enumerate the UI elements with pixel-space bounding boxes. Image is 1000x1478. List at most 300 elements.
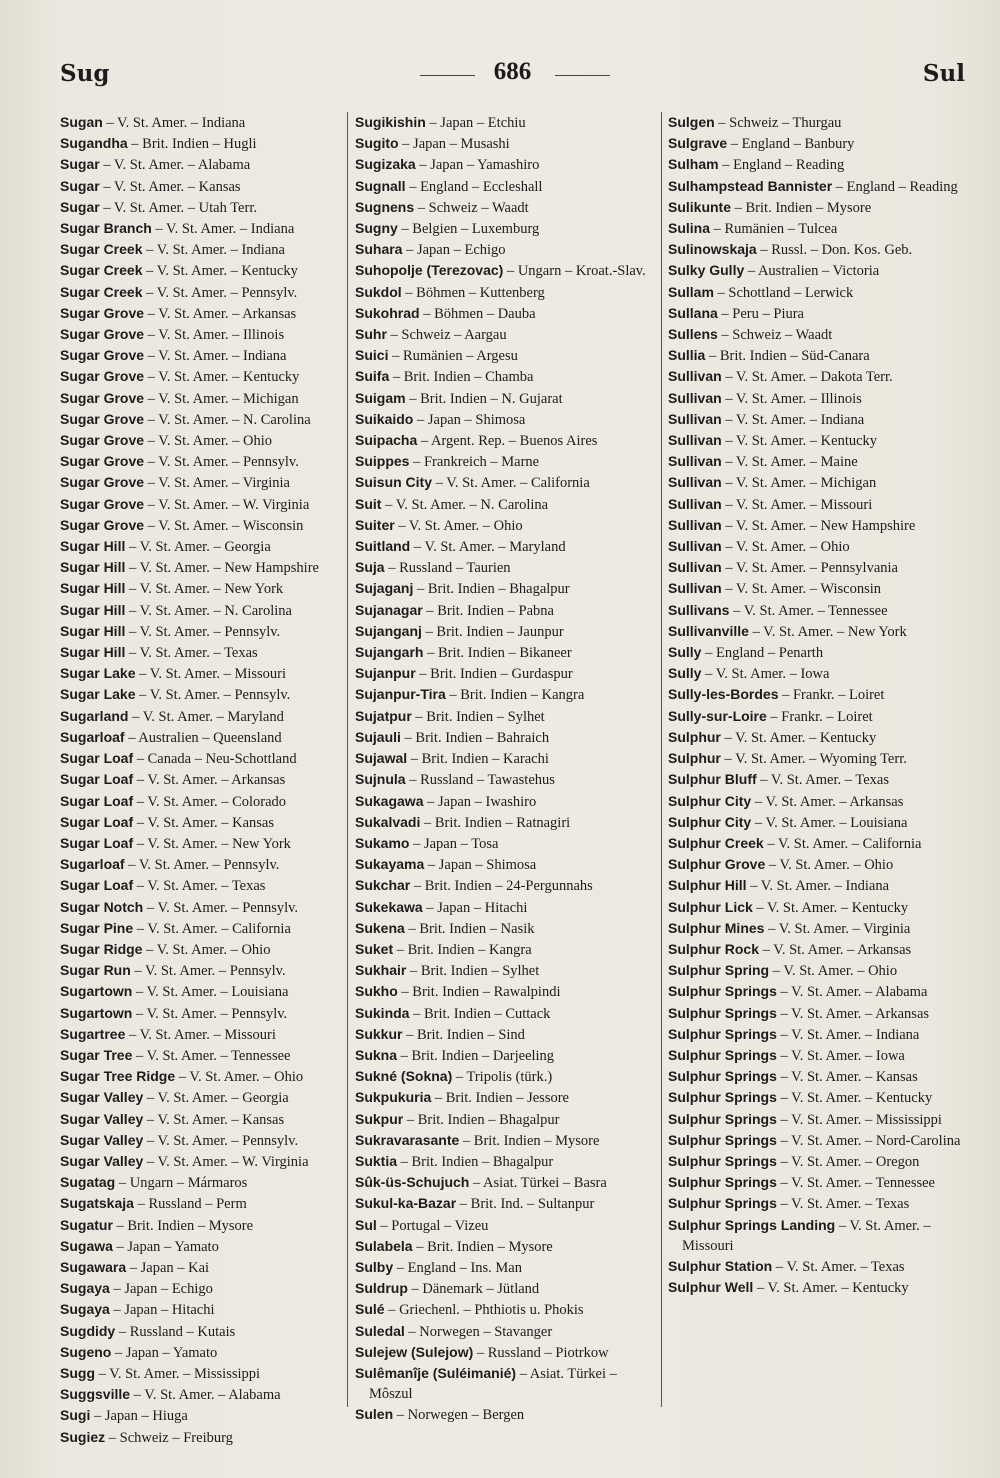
gazetteer-entry: [668, 727, 964, 748]
place-name: Sugi: [60, 1407, 91, 1424]
place-location: – Rumänien – Tulcea: [710, 221, 838, 238]
place-location: – Japan – Shimosa: [424, 857, 537, 874]
gazetteer-entry: [355, 1172, 651, 1193]
place-name: Suici: [355, 347, 389, 364]
gazetteer-entry: [60, 1024, 356, 1045]
place-location: – Japan – Etchiu: [425, 115, 526, 131]
gazetteer-entry: [355, 1193, 651, 1214]
place-name: Suhopolje (Terezovac): [355, 262, 504, 279]
place-location: – V. St. Amer. – New Hampshire: [125, 560, 319, 577]
place-location: – V. St. Amer. – Indiana: [151, 221, 295, 238]
place-location: – V. St. Amer. – New Hampshire: [721, 517, 916, 534]
gazetteer-entry: [355, 1363, 651, 1404]
gazetteer-entry: [355, 578, 651, 599]
place-name: Sulphur Springs: [668, 1004, 777, 1021]
gazetteer-entry: [355, 472, 651, 493]
place-location: – V. St. Amer. – Illinois: [144, 327, 285, 344]
place-location: – V. St. Amer. – Missouri: [135, 666, 287, 683]
gazetteer-entry: [668, 918, 964, 939]
place-name: Sulphur Springs: [668, 1152, 777, 1169]
place-name: Sugikishin: [355, 114, 426, 130]
place-name: Sugar Tree: [60, 1046, 133, 1063]
gazetteer-entry: [355, 1087, 651, 1108]
place-name: Sugar Branch: [60, 220, 152, 237]
gazetteer-entry: [60, 897, 356, 918]
place-location: – Asiat. Türkei – Basra: [469, 1175, 607, 1192]
gazetteer-entry: [60, 706, 356, 727]
place-name: Sugar Creek: [60, 241, 143, 258]
place-name: Suiter: [355, 516, 395, 533]
place-name: Sugar Notch: [60, 898, 144, 915]
gazetteer-entry: [668, 578, 964, 599]
gazetteer-entry: [60, 1087, 356, 1108]
gazetteer-entry: [60, 112, 356, 133]
place-name: Sulejew (Sulejow): [355, 1343, 474, 1360]
gazetteer-entry: [60, 1299, 356, 1320]
place-location: – Japan – Yamashiro: [415, 157, 540, 174]
place-location: – V. St. Amer. – New York: [748, 623, 907, 640]
gazetteer-entry: [60, 918, 356, 939]
gazetteer-entry: [355, 706, 651, 727]
place-name: Sullivanville: [668, 622, 749, 639]
gazetteer-entry: [355, 684, 651, 705]
place-location: – V. St. Amer. – Pennsylv.: [143, 899, 299, 916]
place-name: Suipacha: [355, 432, 418, 449]
place-name: Sulgen: [668, 114, 715, 130]
place-location: – Canada – Neu-Schottland: [133, 751, 297, 768]
gazetteer-entry: [668, 854, 964, 875]
place-name: Sukena: [355, 919, 405, 936]
place-name: Sugny: [355, 220, 398, 237]
place-location: – V. St. Amer. – Indiana: [142, 242, 285, 259]
place-name: Sullivan: [668, 368, 722, 385]
gazetteer-entry: [355, 154, 651, 175]
place-name: Sugar Loaf: [60, 792, 134, 809]
gazetteer-entry: [355, 833, 651, 854]
place-location: – V. St. Amer. – Texas: [776, 1196, 910, 1213]
place-location: – V. St. Amer. – Pennsylvania: [721, 560, 898, 577]
place-location: – V. St. Amer. – Colorado: [133, 793, 287, 810]
place-name: Sulphur City: [668, 813, 752, 830]
place-location: – V. St. Amer. – New York: [125, 581, 284, 598]
place-location: – Russland – Perm: [133, 1196, 247, 1213]
place-location: – Frankreich – Marne: [409, 454, 540, 471]
place-name: Sugito: [355, 135, 399, 152]
gazetteer-entry: [355, 197, 651, 218]
place-location: – Brit. Indien – Nasik: [404, 920, 535, 937]
gazetteer-entry: [355, 345, 651, 366]
gazetteer-entry: [355, 409, 651, 430]
gazetteer-entry: [355, 918, 651, 939]
place-name: Sulphur Well: [668, 1279, 754, 1296]
gazetteer-entry: [668, 663, 964, 684]
place-location: – Brit. Ind. – Sultanpur: [456, 1196, 595, 1213]
place-name: Sugar Hill: [60, 601, 126, 618]
place-name: Sullivan: [668, 453, 722, 470]
gazetteer-entry: [60, 239, 356, 260]
gazetteer-entry: [60, 324, 356, 345]
place-name: Sugar Ridge: [60, 940, 143, 957]
gazetteer-entry: [60, 642, 356, 663]
place-location: – Japan – Echigo: [402, 242, 506, 259]
place-name: Sugg: [60, 1364, 95, 1381]
gazetteer-entry: [355, 1236, 651, 1257]
place-name: Sugatskaja: [60, 1195, 134, 1212]
place-name: Sukravarasante: [355, 1131, 460, 1148]
column-1: [60, 112, 356, 1446]
gazetteer-entry: [60, 388, 356, 409]
gazetteer-entry: [60, 430, 356, 451]
place-location: – V. St. Amer. – Mississippi: [776, 1111, 942, 1128]
place-name: Suigam: [355, 389, 406, 406]
place-location: – Brit. Indien – Pabna: [422, 602, 554, 619]
gazetteer-entry: [668, 791, 964, 812]
place-location: – V. St. Amer. – Arkansas: [144, 305, 297, 322]
place-name: Sulphur Springs: [668, 1046, 777, 1063]
place-name: Sulphur Springs: [668, 1110, 777, 1127]
place-name: Sullivan: [668, 538, 722, 555]
gazetteer-entry: [355, 663, 651, 684]
gazetteer-entry: [60, 1215, 356, 1236]
place-name: Sulabela: [355, 1237, 413, 1254]
place-name: Sugartree: [60, 1025, 126, 1042]
place-location: – England – Reading: [718, 157, 845, 174]
place-name: Sugar: [60, 156, 100, 173]
place-location: – V. St. Amer. – Iowa: [776, 1047, 905, 1064]
place-name: Sulphur Grove: [668, 856, 766, 873]
gazetteer-entry: [668, 897, 964, 918]
gazetteer-entry: [60, 557, 356, 578]
place-name: Sugar Grove: [60, 347, 145, 364]
gazetteer-entry: [355, 430, 651, 451]
place-name: Sugar Hill: [60, 580, 126, 597]
place-location: – Norwegen – Bergen: [393, 1407, 525, 1424]
place-name: Sully-les-Bordes: [668, 686, 779, 703]
place-location: – V. St. Amer. – W. Virginia: [144, 496, 310, 513]
gazetteer-entry: [668, 1087, 964, 1108]
gazetteer-entry: [668, 684, 964, 705]
place-name: Sulphur Station: [668, 1257, 773, 1274]
gazetteer-entry: [355, 1278, 651, 1299]
gazetteer-entry: [355, 515, 651, 536]
place-location: – Brit. Indien – Sind: [402, 1026, 525, 1043]
place-location: – V. St. Amer. – Alabama: [776, 984, 928, 1001]
place-name: Sully: [668, 644, 702, 661]
place-location: – V. St. Amer. – Tennessee: [776, 1175, 935, 1192]
place-name: Sugar Hill: [60, 559, 126, 576]
place-location: – Brit. Indien – Sylhet: [406, 963, 540, 980]
gazetteer-entry: [355, 218, 651, 239]
gazetteer-entry: [355, 1321, 651, 1342]
place-name: Suit: [355, 495, 382, 512]
gazetteer-entry: [668, 1109, 964, 1130]
place-name: Sukinda: [355, 1004, 410, 1021]
gazetteer-entry: [60, 536, 356, 557]
gazetteer-entry: [60, 494, 356, 515]
gazetteer-entry: [60, 1405, 356, 1426]
place-location: – V. St. Amer. – Oregon: [776, 1153, 920, 1170]
place-name: Sujnula: [355, 771, 406, 788]
gazetteer-entry: [355, 324, 651, 345]
place-name: Sujangarh: [355, 644, 424, 661]
place-location: – V. St. Amer. – Pennsylv.: [135, 687, 291, 704]
place-location: – V. St. Amer. – Indiana: [721, 411, 865, 428]
place-location: – Brit. Indien – Ratnagiri: [420, 814, 571, 831]
place-name: Sulphur Hill: [668, 877, 747, 894]
gazetteer-entry: [355, 388, 651, 409]
place-location: – V. St. Amer. – California: [133, 920, 291, 937]
place-location: – V. St. Amer. – Ohio: [144, 433, 273, 450]
place-location: – V. St. Amer. – Ohio: [769, 963, 898, 980]
place-name: Sugar Lake: [60, 686, 136, 703]
place-name: Sugnall: [355, 177, 406, 194]
gazetteer-entry: [668, 451, 964, 472]
place-location: – Japan – Hitachi: [422, 899, 528, 916]
place-location: – Brit. Indien – Bhagalpur: [403, 1111, 560, 1128]
gazetteer-entry: [355, 769, 651, 790]
gazetteer-entry: [60, 621, 356, 642]
place-location: – V. St. Amer. – Pennsylv.: [144, 454, 299, 471]
place-name: Sugiez: [60, 1428, 106, 1445]
place-name: Sulphur Lick: [668, 898, 753, 915]
place-location: – V. St. Amer. – Alabama: [99, 157, 251, 174]
gazetteer-entry: [668, 1277, 964, 1298]
place-location: – V. St. Amer. – Pennsylv.: [132, 1005, 288, 1022]
place-name: Sugar Loaf: [60, 813, 134, 830]
place-name: Suggsville: [60, 1386, 131, 1403]
place-location: – V. St. Amer. – Kansas: [776, 1069, 918, 1086]
header-dash-right: [555, 75, 610, 76]
place-name: Sully-sur-Loire: [668, 707, 767, 724]
place-name: Sulhampstead Bannister: [668, 177, 833, 194]
place-location: – V. St. Amer. – Maine: [721, 454, 858, 471]
place-name: Suitland: [355, 538, 411, 555]
gazetteer-entry: [668, 409, 964, 430]
place-name: Sujatpur: [355, 707, 412, 724]
gazetteer-entry: [60, 1236, 356, 1257]
place-name: Sugar: [60, 177, 100, 194]
gazetteer-entry: [60, 600, 356, 621]
gazetteer-entry: [668, 1045, 964, 1066]
place-name: Sullia: [668, 347, 706, 364]
place-name: Sugawara: [60, 1258, 127, 1275]
gazetteer-entry: [668, 1256, 964, 1277]
place-location: – V. St. Amer. – Virginia: [764, 920, 911, 937]
place-location: – Brit. Indien – Süd-Canara: [705, 348, 870, 365]
place-name: Sulham: [668, 156, 719, 173]
place-location: – England – Banbury: [727, 136, 855, 153]
place-name: Sukekawa: [355, 898, 423, 915]
place-name: Sulphur Springs: [668, 1025, 777, 1042]
place-name: Sugar Grove: [60, 410, 145, 427]
gazetteer-entry: [60, 981, 356, 1002]
place-location: – Japan – Yamato: [112, 1238, 219, 1255]
gazetteer-entry: [355, 112, 651, 133]
place-location: – V. St. Amer. – Ohio: [765, 857, 894, 874]
place-name: Sul: [355, 1216, 377, 1233]
place-location: – Brit. Indien – Cuttack: [409, 1005, 551, 1022]
place-location: – V. St. Amer. – Mississippi: [95, 1365, 261, 1382]
place-name: Sugar Loaf: [60, 771, 134, 788]
gazetteer-entry: [355, 600, 651, 621]
place-location: – V. St. Amer. – Pennsylv.: [125, 623, 281, 640]
gazetteer-entry: [60, 875, 356, 896]
place-name: Sukchar: [355, 877, 411, 894]
place-location: – V. St. Amer. – Dakota Terr.: [721, 369, 893, 386]
place-location: – Tripolis (türk.): [452, 1069, 553, 1086]
place-location: – Brit. Indien – Bhagalpur: [397, 1153, 554, 1170]
place-name: Sugar Loaf: [60, 834, 134, 851]
place-name: Sulby: [355, 1258, 394, 1275]
gazetteer-entry: [60, 345, 356, 366]
place-location: – Russland – Tawastehus: [405, 772, 555, 789]
column-2: [355, 112, 651, 1424]
place-name: Sulphur Springs: [668, 1174, 777, 1191]
place-name: Sugar Grove: [60, 474, 145, 491]
place-name: Sullivan: [668, 580, 722, 597]
place-location: – Brit. Indien – Sylhet: [411, 708, 545, 725]
place-name: Sugar Grove: [60, 389, 145, 406]
place-location: – V. St. Amer. – Arkansas: [776, 1005, 930, 1022]
place-location: – Asiat. Türkei – Môszul: [369, 1365, 617, 1403]
place-name: Sulphur Springs Landing: [668, 1216, 836, 1233]
place-location: – V. St. Amer. – Kansas: [143, 1111, 285, 1128]
gazetteer-entry: [355, 282, 651, 303]
place-location: – Brit. Indien – Jessore: [431, 1090, 569, 1107]
place-location: – England – Reading: [832, 178, 958, 195]
place-location: – England – Ins. Man: [393, 1259, 522, 1276]
gazetteer-entry: [668, 430, 964, 451]
gazetteer-entry: [60, 260, 356, 281]
place-name: Sugatag: [60, 1174, 116, 1191]
gazetteer-entry: [60, 939, 356, 960]
gazetteer-entry: [60, 303, 356, 324]
gazetteer-entry: [355, 494, 651, 515]
place-name: Suja: [355, 559, 385, 576]
place-location: – Japan – Tosa: [409, 835, 499, 852]
gazetteer-entry: [60, 1321, 356, 1342]
place-location: – England – Eccleshall: [405, 178, 543, 195]
gazetteer-entry: [355, 812, 651, 833]
place-name: Sugeno: [60, 1343, 112, 1360]
place-location: – Brit. Indien – N. Gujarat: [405, 390, 563, 407]
place-location: – V. St. Amer. – California: [763, 835, 922, 852]
gazetteer-entry: [60, 197, 356, 218]
place-location: – V. St. Amer. – Wisconsin: [721, 581, 882, 598]
place-name: Suledal: [355, 1322, 405, 1339]
place-name: Sugar Lake: [60, 665, 136, 682]
column-3: [668, 112, 964, 1407]
gazetteer-entry: [668, 875, 964, 896]
place-location: – Belgien – Luxemburg: [397, 221, 540, 238]
gazetteer-entry: [668, 600, 964, 621]
place-location: – Russland – Piotrkow: [473, 1344, 609, 1361]
place-name: Sugar Valley: [60, 1152, 144, 1169]
gazetteer-entry: [668, 303, 964, 324]
gazetteer-entry: [668, 1130, 964, 1151]
place-name: Sugar Valley: [60, 1089, 144, 1106]
place-location: – V. St. Amer. – N. Carolina: [144, 411, 311, 428]
gazetteer-entry: [60, 1130, 356, 1151]
place-location: – Brit. Indien – Darjeeling: [397, 1047, 555, 1064]
gazetteer-entry: [60, 1066, 356, 1087]
place-name: Sulina: [668, 220, 711, 237]
place-name: Suket: [355, 940, 394, 957]
place-name: Sugar Tree Ridge: [60, 1068, 176, 1085]
place-location: – V. St. Amer. – Texas: [772, 1258, 905, 1275]
place-name: Sukul-ka-Bazar: [355, 1195, 457, 1212]
place-location: – Brit. Indien – 24-Pergunnahs: [410, 878, 593, 895]
gazetteer-entry: [668, 282, 964, 303]
gazetteer-entry: [355, 748, 651, 769]
place-location: – Schweiz – Freiburg: [105, 1429, 233, 1446]
gazetteer-entry: [60, 472, 356, 493]
gazetteer-entry: [60, 1109, 356, 1130]
place-name: Sully: [668, 665, 702, 682]
gazetteer-entry: [668, 239, 964, 260]
place-name: Sukpur: [355, 1110, 404, 1127]
gazetteer-entry: [668, 112, 964, 133]
place-location: – V. St. Amer. – Missouri: [721, 496, 873, 513]
gazetteer-entry: [668, 706, 964, 727]
place-name: Sullivan: [668, 495, 722, 512]
place-name: Sujanganj: [355, 622, 422, 639]
gazetteer-entry: [668, 154, 964, 175]
gazetteer-entry: [668, 1215, 964, 1256]
place-location: – V. St. Amer. – Ohio: [175, 1069, 304, 1086]
place-location: – V. St. Amer. – Kentucky: [142, 263, 298, 280]
place-location: – Brit. Indien – Hugli: [127, 136, 257, 153]
gazetteer-entry: [60, 1278, 356, 1299]
place-name: Suikaido: [355, 410, 414, 427]
gazetteer-entry: [668, 260, 964, 281]
place-name: Sugar Creek: [60, 262, 143, 279]
place-name: Sugar Valley: [60, 1110, 144, 1127]
place-location: – V. St. Amer. – Kentucky: [721, 433, 878, 450]
place-location: – Australien – Queensland: [124, 729, 282, 746]
gazetteer-entry: [355, 1003, 651, 1024]
place-name: Sulphur: [668, 728, 721, 745]
place-name: Sugar Loaf: [60, 750, 134, 767]
place-location: – V. St. Amer. – Texas: [133, 878, 266, 895]
place-location: – Brit. Indien – Mysore: [112, 1217, 254, 1234]
gazetteer-entry: [668, 324, 964, 345]
place-name: Sukalvadi: [355, 813, 421, 830]
gazetteer-entry: [355, 1404, 651, 1425]
place-name: Sukamo: [355, 834, 410, 851]
gazetteer-entry: [668, 1193, 964, 1214]
place-location: – V. St. Amer. – Maryland: [410, 539, 566, 556]
place-location: – V. St. Amer. – Georgia: [125, 539, 271, 556]
gazetteer-entry: [668, 939, 964, 960]
gazetteer-entry: [355, 727, 651, 748]
gazetteer-entry: [355, 1342, 651, 1363]
place-location: – V. St. Amer. – Arkansas: [133, 772, 286, 789]
place-location: – Peru – Piura: [717, 305, 804, 322]
gazetteer-entry: [60, 578, 356, 599]
place-name: Sulphur: [668, 750, 721, 767]
place-location: – Japan – Musashi: [398, 136, 510, 153]
place-name: Sugar Grove: [60, 432, 145, 449]
place-name: Sugar Hill: [60, 622, 126, 639]
place-name: Sugar Grove: [60, 495, 145, 512]
place-name: Sugar Hill: [60, 538, 126, 555]
gazetteer-entry: [355, 960, 651, 981]
place-location: – V. St. Amer. – Utah Terr.: [99, 199, 257, 216]
place-location: – V. St. Amer. – Kentucky: [753, 1280, 909, 1297]
place-location: – V. St. Amer. – Michigan: [144, 390, 299, 407]
place-name: Sullivan: [668, 474, 722, 491]
